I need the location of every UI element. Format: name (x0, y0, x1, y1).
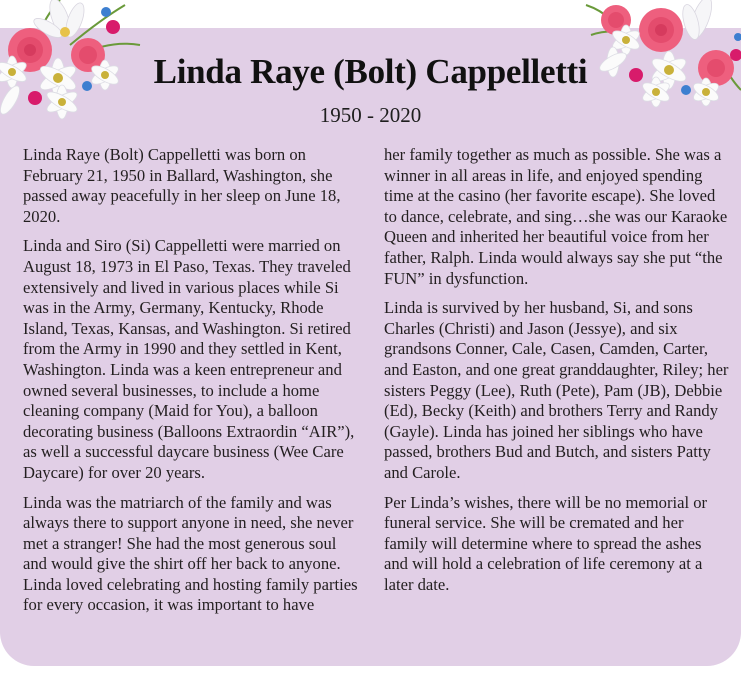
paragraph-marriage-career: Linda and Siro (Si) Cappelletti were married on August 18, 1973 in El Paso, Texas. They traveled extensively and lived in various places while Si was in the Army, Germany, Kentucky, Rhode Island, Texas, Kansas, and Washington. Si retired from the Army in 1990 and they settled in Kent, Washington. Linda was a keen entrepreneur and owned several businesses, to include a home cleaning company (Maid for You), a balloon decorating business (Balloons Extraordin “AIR”), as well a successful daycare business (Wee Care Daycare) for over 20 years. (23, 236, 355, 482)
paragraph-service-info: Per Linda’s wishes, there will be no memorial or funeral service. She will be cremated and her family will determine where to spread the ashes and will hold a celebration of life ceremony at a later date. (384, 492, 708, 594)
obituary-name-heading: Linda Raye (Bolt) Cappelletti (153, 52, 588, 91)
left-text-column (23, 145, 363, 625)
right-text-column (384, 145, 729, 604)
paragraph-personality: her family together as much as possible. She was a winner in all areas in life, and enjoyed spending time at the casino (her favorite escape). She loved to dance, celebrate, and sing…she was our Karaoke Queen and inherited her beautiful voice from her father, Ralph. Linda would always say she put “the FUN” in dysfunction. (384, 145, 728, 288)
paragraph-birth-death: Linda Raye (Bolt) Cappelletti was born on February 21, 1950 in Ballard, Washington, she passed away peacefully in her sleep on June 18, 2020. (23, 145, 341, 226)
life-dates: 1950 - 2020 (319, 103, 422, 127)
paragraph-matriarch: Linda was the matriarch of the family and was always there to support anyone in need, she never met a stranger! She had the most generous soul and would give the shirt off her back to anyone. Linda loved celebrating and hosting family parties for every occasion, it was important to have (23, 492, 358, 615)
paragraph-survivors: Linda is survived by her husband, Si, and sons Charles (Christi) and Jason (Jessye), and six grandsons Conner, Cale, Casen, Camden, Carter, and Easton, and one great granddaughter, Riley; her sisters Peggy (Lee), Ruth (Pete), Pam (JB), Debbie (Ed), Becky (Keith) and brothers Terry and Randy (Gayle). Linda has joined her siblings who have passed, brothers Bud and Butch, and sisters Patty and Carole. (384, 298, 729, 482)
